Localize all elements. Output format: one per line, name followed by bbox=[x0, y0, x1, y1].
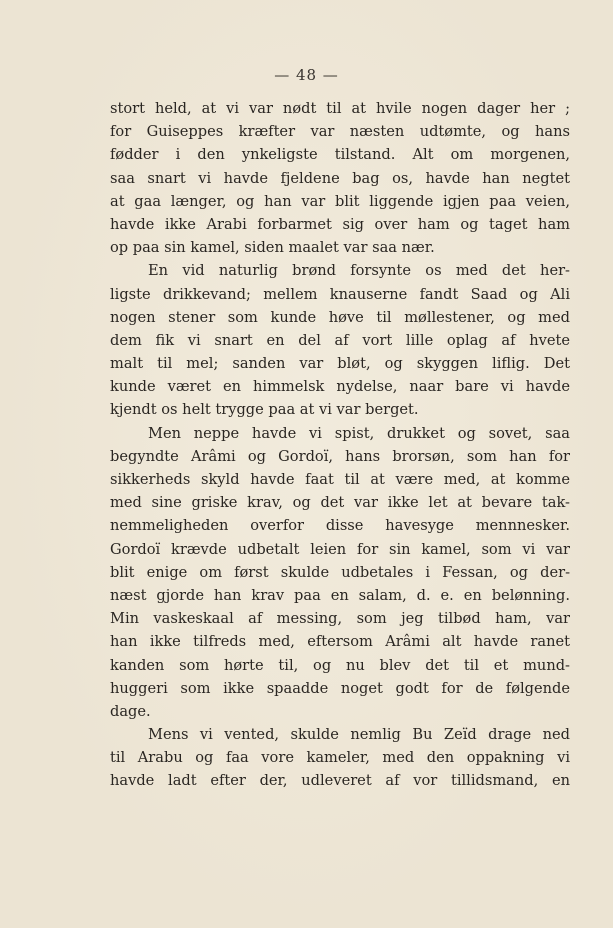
text-line: En vid naturlig brønd forsynte os med det her- bbox=[148, 262, 570, 280]
page-number: — 48 — bbox=[274, 66, 339, 84]
text-line: ligste drikkevand; mellem knauserne fandt Saad og Ali bbox=[110, 285, 570, 303]
text-line: malt til mel; sanden var bløt, og skyggen liflig. Det bbox=[110, 355, 570, 373]
text-line: til Arabu og faa vore kameler, med den oppakning vi bbox=[110, 749, 570, 767]
paragraph bbox=[110, 422, 570, 723]
text-line: kunde været en himmelsk nydelse, naar bare vi havde bbox=[110, 378, 570, 396]
text-line: kanden som hørte til, og nu blev det til et mund- bbox=[110, 656, 570, 674]
text-line: Gordoï krævde udbetalt leien for sin kamel, som vi var bbox=[110, 540, 570, 558]
text-line: at gaa længer, og han var blit liggende igjen paa veien, bbox=[110, 192, 570, 210]
body-text bbox=[110, 97, 570, 793]
text-line: sikkerheds skyld havde faat til at være med, at komme bbox=[110, 471, 570, 488]
text-line: Men neppe havde vi spist, drukket og sovet, saa bbox=[148, 424, 570, 442]
text-line: Mens vi vented, skulde nemlig Bu Zeïd drage ned bbox=[148, 726, 570, 744]
text-line: nogen stener som kunde høve til møllestener, og med bbox=[110, 308, 570, 326]
text-line: nemmeligheden overfor disse havesyge mennnesker. bbox=[110, 517, 570, 535]
text-line: Min vaskeskaal af messing, som jeg tilbød ham, var bbox=[110, 610, 570, 628]
text-line: begyndte Arâmi og Gordoï, hans brorsøn, som han for bbox=[110, 447, 570, 465]
text-line: havde ikke Arabi forbarmet sig over ham og taget ham bbox=[110, 215, 570, 233]
text-line: han ikke tilfreds med, eftersom Arâmi alt havde ranet bbox=[110, 633, 570, 651]
text-line: næst gjorde han krav paa en salam, d. e. en belønning. bbox=[110, 586, 570, 604]
text-line: huggeri som ikke spaadde noget godt for de følgende bbox=[110, 679, 570, 697]
text-line: fødder i den ynkeligste tilstand. Alt om morgenen, bbox=[110, 146, 570, 164]
paragraph bbox=[110, 723, 570, 793]
text-line: med sine griske krav, og det var ikke let at bevare tak- bbox=[110, 494, 570, 512]
text-line: havde ladt efter der, udleveret af vor tillidsmand, en bbox=[110, 772, 570, 790]
text-line: blit enige om først skulde udbetales i Fessan, og der- bbox=[110, 563, 570, 581]
paragraph bbox=[110, 259, 570, 421]
text-line: saa snart vi havde fjeldene bag os, havde han negtet bbox=[110, 169, 570, 187]
text-line: for Guiseppes kræfter var næsten udtømte, og hans bbox=[110, 123, 570, 141]
text-line: dem fik vi snart en del af vort lille oplag af hvete bbox=[110, 331, 570, 349]
text-line: op paa sin kamel, siden maalet var saa nær. bbox=[110, 239, 435, 257]
text-line: dage. bbox=[110, 702, 151, 720]
paragraph bbox=[110, 97, 570, 259]
text-line: stort held, at vi var nødt til at hvile nogen dager her ; bbox=[110, 100, 570, 117]
text-line: kjendt os helt trygge paa at vi var berget. bbox=[110, 401, 419, 419]
